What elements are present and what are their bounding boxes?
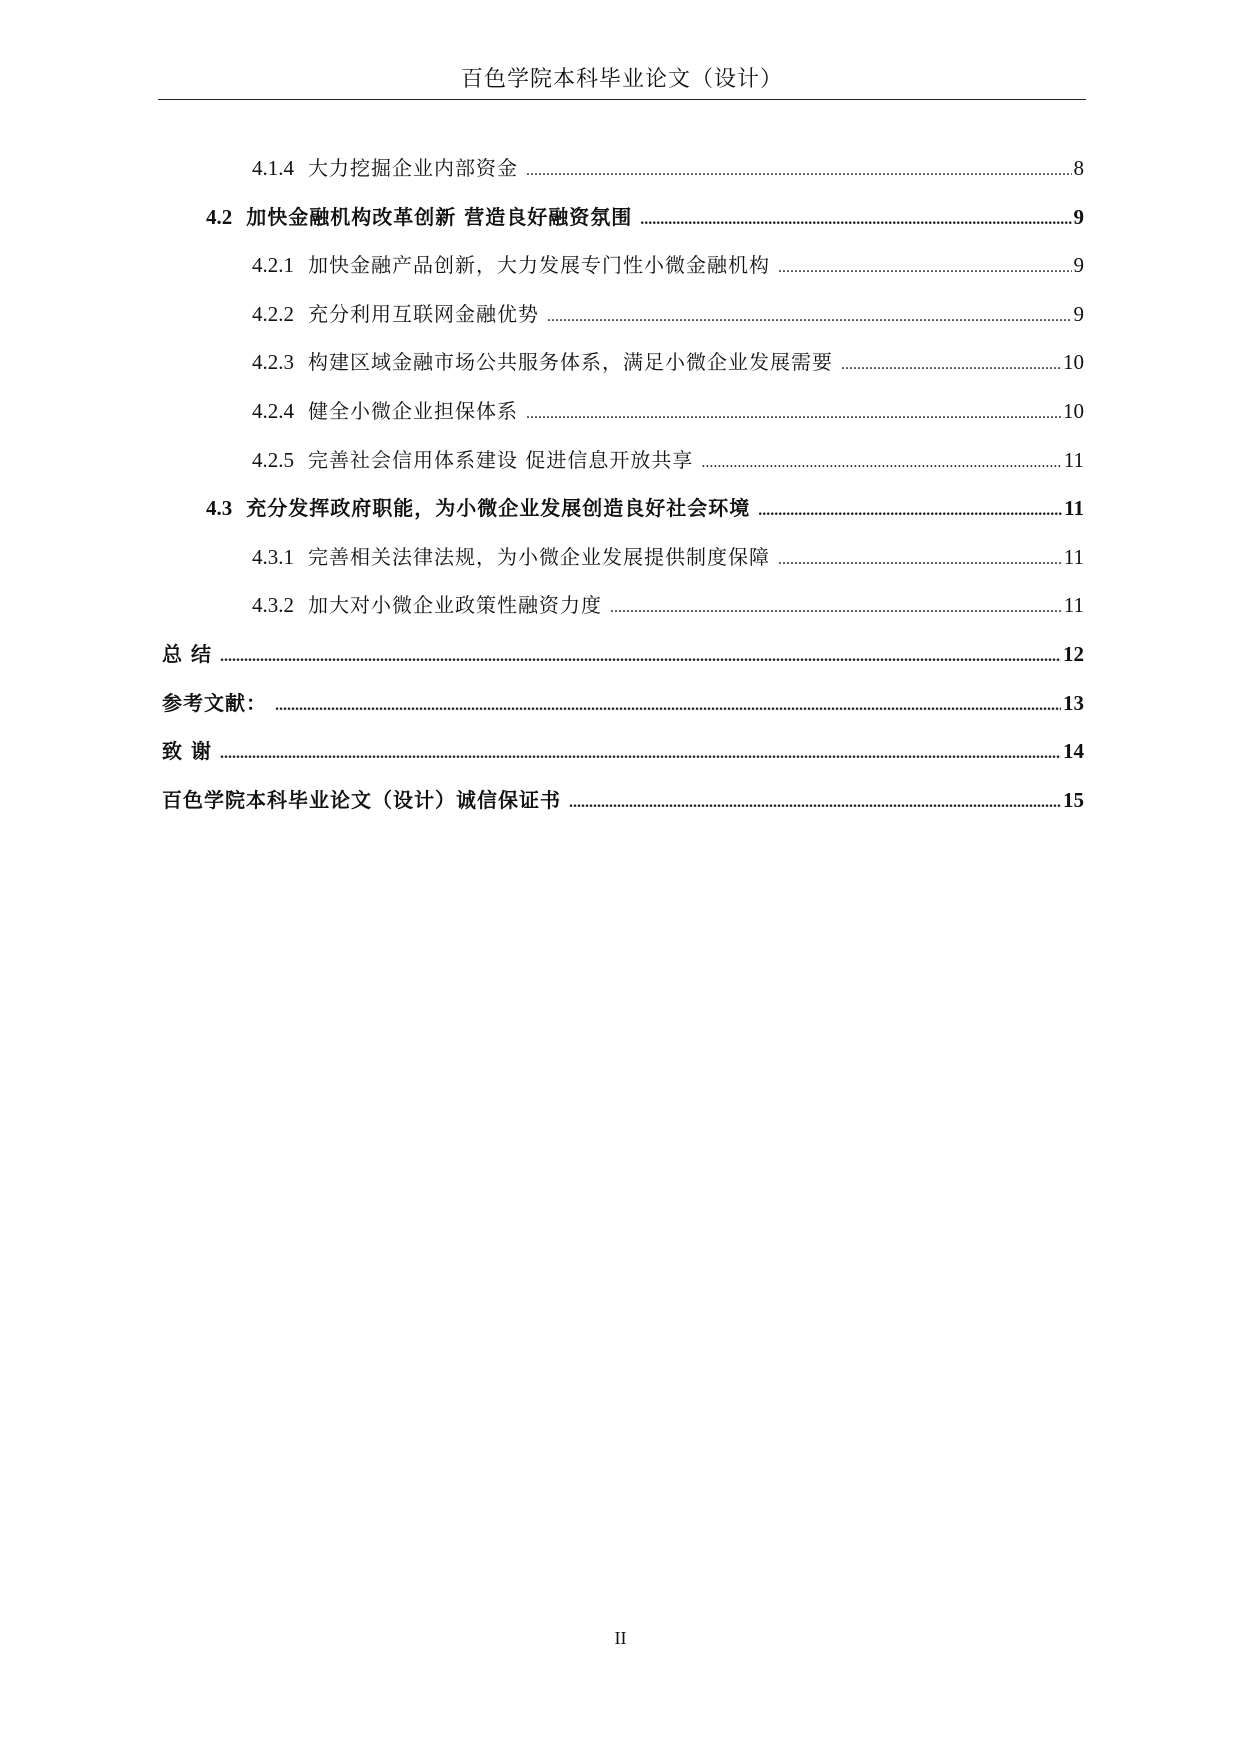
toc-entry-title: 健全小微企业担保体系 [308,398,518,423]
toc-entry-number: 4.3.2 [252,593,294,618]
toc-dot-leader [758,502,1062,520]
toc-entry-page: 9 [1073,204,1084,229]
toc-entry-title: 百色学院本科毕业论文（设计）诚信保证书 [162,787,561,812]
toc-entry-title: 致 谢 [162,739,212,764]
toc-entry-page: 13 [1063,690,1084,715]
page-number: II [614,1628,627,1648]
toc-entry-title: 总 结 [162,641,212,666]
toc-entry-title: 充分利用互联网金融优势 [308,301,539,326]
toc-dot-leader [778,259,1072,277]
toc-entry[interactable] [162,152,1084,201]
toc-dot-leader [526,162,1072,180]
toc-entry-page: 14 [1063,739,1084,764]
toc-entry-page: 15 [1063,787,1084,812]
toc-dot-leader [778,551,1062,569]
toc-entry-page: 10 [1063,350,1084,375]
toc-entry-title: 完善相关法律法规，为小微企业发展提供制度保障 [308,544,770,569]
toc-entry[interactable] [162,444,1084,493]
toc-entry-title: 充分发挥政府职能，为小微企业发展创造良好社会环境 [246,496,751,521]
toc-dot-leader [547,308,1072,326]
toc-entry-number: 4.2 [206,204,233,229]
toc-dot-leader [640,211,1071,229]
toc-entry[interactable] [162,492,1084,541]
page-header [158,60,1086,100]
toc-entry-page: 10 [1063,398,1084,423]
toc-entry-page: 11 [1063,593,1084,618]
toc-entry-title: 加快金融机构改革创新 营造良好融资氛围 [246,204,633,229]
toc-entry[interactable] [162,298,1084,347]
toc-entry[interactable] [162,395,1084,444]
toc-entry-page: 11 [1063,544,1084,569]
toc-entry-title: 构建区域金融市场公共服务体系，满足小微企业发展需要 [308,350,833,375]
toc-entry-page: 9 [1073,301,1084,326]
toc-entry[interactable] [162,687,1084,736]
toc-entry-title: 加大对小微企业政策性融资力度 [308,593,602,618]
toc-entry[interactable] [162,784,1084,833]
toc-entry-title: 大力挖掘企业内部资金 [308,156,518,180]
toc-dot-leader [701,454,1061,472]
header-title: 百色学院本科毕业论文（设计） [460,67,783,92]
toc-dot-leader [220,745,1061,763]
toc-entry[interactable] [162,735,1084,784]
toc-dot-leader [569,794,1061,812]
toc-entry-title: 加快金融产品创新，大力发展专门性小微金融机构 [308,253,770,278]
toc-entry-title: 完善社会信用体系建设 促进信息开放共享 [308,447,694,472]
toc-entry-number: 4.2.1 [252,253,294,278]
toc-entry-number: 4.3.1 [252,544,294,569]
toc-entry-page: 11 [1064,496,1084,521]
toc-dot-leader [275,697,1061,715]
header-rule [158,99,1086,100]
toc-entry[interactable] [162,249,1084,298]
toc-entry-page: 12 [1063,641,1084,666]
toc-entry[interactable] [162,541,1084,590]
toc-entry-number: 4.2.4 [252,398,294,423]
toc-dot-leader [526,405,1061,423]
toc-dot-leader [841,356,1061,374]
toc-entry-page: 9 [1073,253,1084,278]
toc-entry-page: 11 [1063,447,1084,472]
toc-entry[interactable] [162,638,1084,687]
toc-entry[interactable] [162,589,1084,638]
toc-entry[interactable] [162,201,1084,250]
toc-entry-number: 4.1.4 [252,156,294,180]
toc-dot-leader [610,599,1062,617]
table-of-contents [162,152,1084,832]
toc-entry[interactable] [162,346,1084,395]
toc-entry-number: 4.2.5 [252,447,294,472]
toc-entry-page: 8 [1073,156,1084,180]
toc-entry-number: 4.2.3 [252,350,294,375]
toc-entry-number: 4.3 [206,496,233,521]
toc-dot-leader [220,648,1061,666]
toc-entry-title: 参考文献： [162,690,267,715]
toc-entry-number: 4.2.2 [252,301,294,326]
